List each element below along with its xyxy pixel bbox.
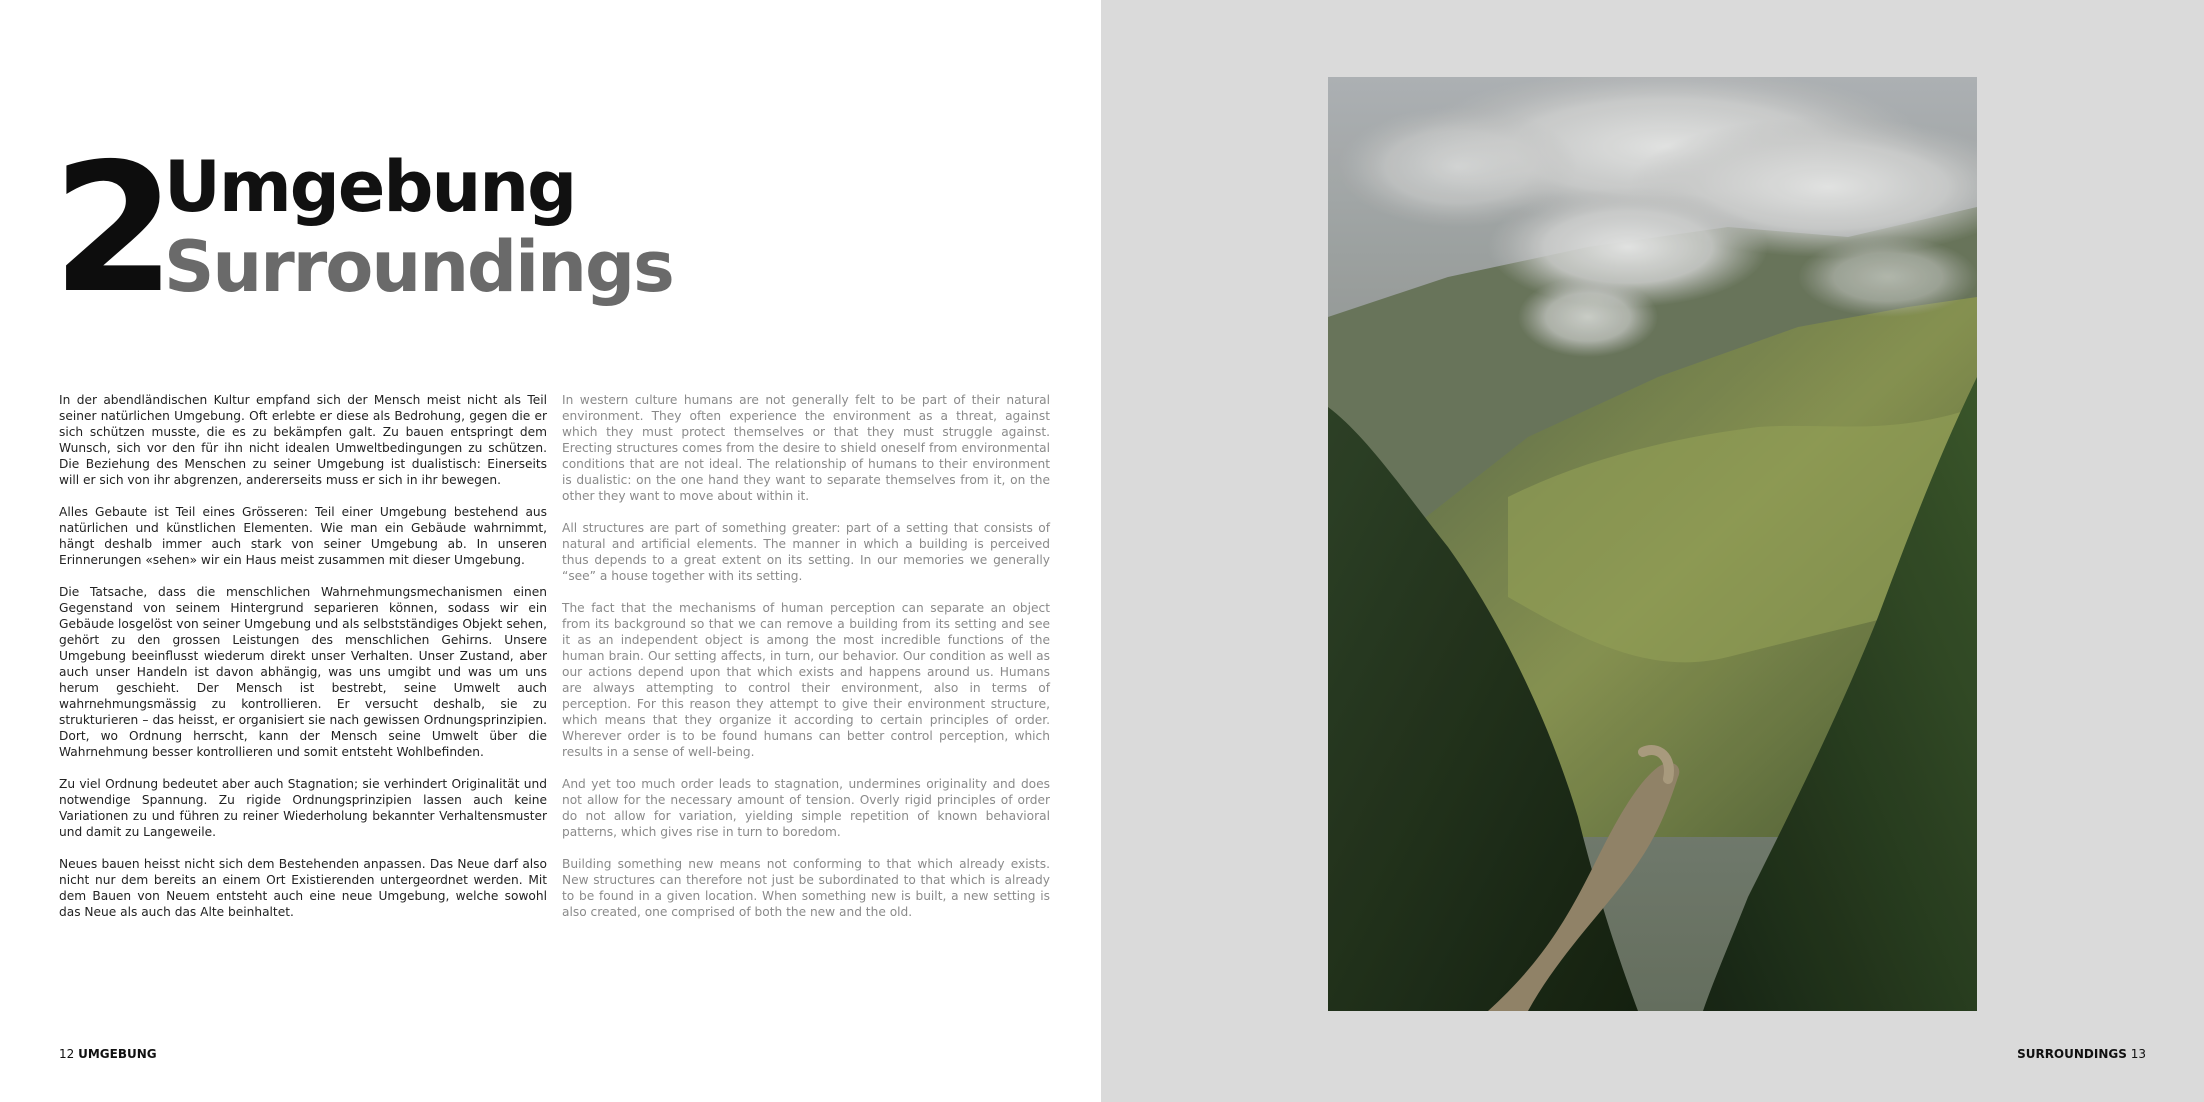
left-folio <box>59 1047 157 1061</box>
left-page-number: 12 <box>59 1047 75 1061</box>
english-paragraph-3: The fact that the mechanisms of human perception can separate an object from its background so that we can remove a building from its setting and see it as an independent object is among the most incredible functions of the human brain. Our setting affects, in turn, our behavior. Our condition as well as our actions depend upon that which exists and happens around us. Humans are always attempting to control their environment, also in terms of perception. For this reason they attempt to give their environment structure, which means that they organize it according to certain principles of order. Wherever order is to be found humans can better control perception, which results in a sense of well-being. <box>562 601 1050 759</box>
english-text-column <box>562 392 1050 936</box>
right-page-number: 13 <box>2130 1047 2146 1061</box>
english-paragraph-4: And yet too much order leads to stagnation, undermines originality and does not allow for the necessary amount of tension. Overly rigid principles of order do not allow for variation, yielding simple repetition of known behavioral patterns, which gives rise in turn to boredom. <box>562 777 1050 839</box>
english-paragraph-5: Building something new means not conforming to that which already exists. New structures can therefore not just be subordinated to that which is already to be found in a given location. When something new is built, a new setting is also created, one comprised of both the new and the old. <box>562 857 1050 919</box>
chapter-title-english: Surroundings <box>164 226 673 308</box>
valley-photograph <box>1328 77 1977 1011</box>
german-paragraph-2: Alles Gebaute ist Teil eines Grösseren: Teil einer Umgebung bestehend aus natürlichen und künstlichen Elementen. Wie man ein Gebäude wahrnimmt, hängt deshalb immer auch stark von seiner Umgebung ab. In unseren Erinnerungen «sehen» wir ein Haus meist zusammen mit dieser Umgebung. <box>59 505 547 567</box>
german-paragraph-3: Die Tatsache, dass die menschlichen Wahrnehmungsmechanismen einen Gegenstand von seinem Hintergrund separieren können, sodass wir ein Gebäude losgelöst von seiner Umgebung und als selbstständiges Objekt sehen, gehört zu den grossen Leistungen des menschlichen Gehirns. Unsere Umgebung beeinflusst wiederum direkt unser Verhalten. Unser Zustand, aber auch unser Handeln ist davon abhängig, was uns umgibt und was um uns herum geschieht. Der Mensch ist bestrebt, seine Umwelt auch wahrnehmungsmässig zu kontrollieren. Er versucht deshalb, sie zu strukturieren – das heisst, er organisiert sie nach gewissen Ordnungsprinzipien. Dort, wo Ordnung herrscht, kann der Mensch seine Umwelt über die Wahrnehmung besser kontrollieren und somit entsteht Wohlbefinden. <box>59 585 547 759</box>
right-running-head: SURROUNDINGS <box>2017 1047 2127 1061</box>
german-text-column <box>59 392 547 936</box>
left-running-head: UMGEBUNG <box>78 1047 157 1061</box>
right-folio <box>2017 1047 2146 1061</box>
german-paragraph-4: Zu viel Ordnung bedeutet aber auch Stagnation; sie verhindert Originalität und notwendige Spannung. Zu rigide Ordnungsprinzipien lassen auch keine Variationen zu und führen zu reiner Wiederholung bekannter Verhaltensmuster und damit zu Langeweile. <box>59 777 547 839</box>
valley-photograph-illustration <box>1328 77 1977 1011</box>
english-paragraph-1: In western culture humans are not generally felt to be part of their natural environment. They often experience the environment as a threat, against which they must protect themselves or that they must struggle against. Erecting structures comes from the desire to shield oneself from environmental conditions that are not ideal. The relationship of humans to their environment is dualistic: on the one hand they want to separate themselves from it, on the other they want to move about within it. <box>562 393 1050 503</box>
chapter-number: 2 <box>52 125 170 332</box>
chapter-title-german: Umgebung <box>164 146 576 228</box>
german-paragraph-5: Neues bauen heisst nicht sich dem Bestehenden anpassen. Das Neue darf also nicht nur dem bereits an einem Ort Existierenden untergeordnet werden. Mit dem Bauen von Neuem entsteht auch eine neue Umgebung, welche sowohl das Neue als auch das Alte beinhaltet. <box>59 857 547 919</box>
english-paragraph-2: All structures are part of something greater: part of a setting that consists of natural and artificial elements. The manner in which a building is perceived thus depends to a great extent on its setting. In our memories we generally “see” a house together with its setting. <box>562 521 1050 583</box>
left-page <box>0 0 1101 1102</box>
right-page <box>1101 0 2204 1102</box>
german-paragraph-1: In der abendländischen Kultur empfand sich der Mensch meist nicht als Teil seiner natürlichen Umgebung. Oft erlebte er diese als Bedrohung, gegen die er sich schützen musste, die es zu bekämpfen galt. Zu bauen entspringt dem Wunsch, sich vor den für ihn nicht idealen Umweltbedingungen zu schützen. Die Beziehung des Menschen zu seiner Umgebung ist dualistisch: Einerseits will er sich von ihr abgrenzen, andererseits muss er sich in ihr bewegen. <box>59 393 547 487</box>
